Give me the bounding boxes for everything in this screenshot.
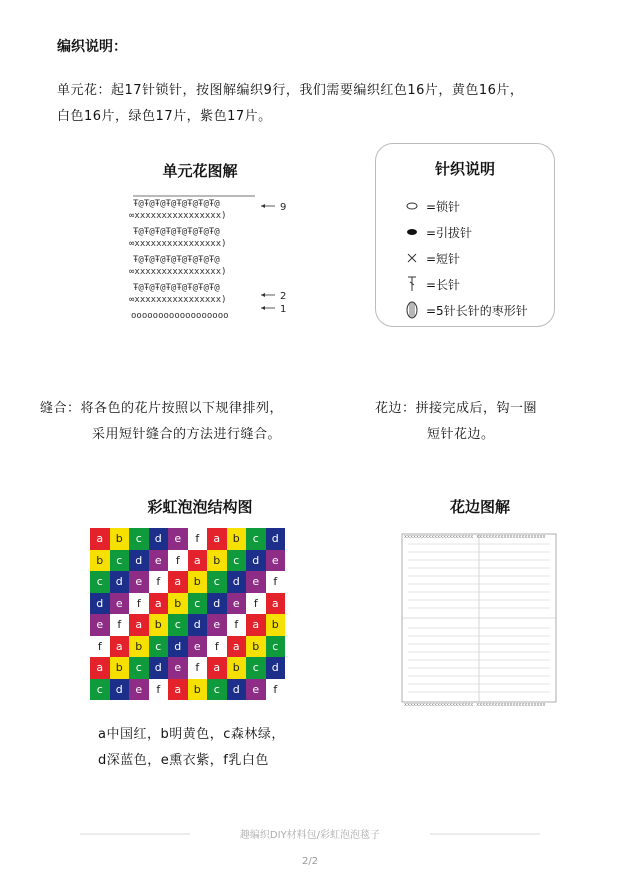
grid-cell: a (207, 528, 227, 550)
grid-cell: f (207, 636, 227, 658)
svg-text:Ŧ@Ŧ@Ŧ@Ŧ@Ŧ@Ŧ@Ŧ@Ŧ@: Ŧ@Ŧ@Ŧ@Ŧ@Ŧ@Ŧ@Ŧ@Ŧ@ (133, 227, 220, 237)
grid-cell: f (168, 550, 188, 572)
unit-chart-title: 单元花图解 (162, 162, 238, 180)
grid-cell: c (227, 550, 247, 572)
grid-cell: a (168, 679, 188, 701)
grid-cell: b (149, 614, 169, 636)
grid-cell: f (266, 571, 286, 593)
svg-text:∞xxxxxxxxxxxxxxxx): ∞xxxxxxxxxxxxxxxx) (129, 211, 227, 221)
svg-text:∞xxxxxxxxxxxxxxxx): ∞xxxxxxxxxxxxxxxx) (129, 267, 227, 277)
grid-cell: c (188, 593, 208, 615)
grid-cell: a (149, 593, 169, 615)
grid-cell: c (129, 657, 149, 679)
row-label-9: 9 (280, 202, 287, 213)
grid-cell: d (129, 550, 149, 572)
grid-cell: d (227, 679, 247, 701)
grid-cell: d (110, 679, 130, 701)
grid-cell: b (129, 636, 149, 658)
grid-cell: c (110, 550, 130, 572)
grid-cell: f (129, 593, 149, 615)
sewing-line-1: 缝合：将各色的花片按照以下规律排列， (40, 401, 284, 416)
grid-cell: d (227, 571, 247, 593)
border-line-1: 花边：拼接完成后，钩一圈 (375, 401, 538, 416)
page-heading: 编织说明： (57, 39, 127, 55)
intro-line-2: 白色16片，绿色17片，紫色17片。 (57, 109, 272, 124)
grid-cell: a (227, 636, 247, 658)
grid-cell: a (266, 593, 286, 615)
svg-text:∞xxxxxxxxxxxxxxxx): ∞xxxxxxxxxxxxxxxx) (129, 295, 227, 305)
grid-cell: d (149, 528, 169, 550)
grid-cell: b (246, 636, 266, 658)
svg-text:xxxxxxxxxxxxxxxxxxxxxxx xxxxx: xxxxxxxxxxxxxxxxxxxxxxx xxxxxxxxxxxxxxxxxxxxxxx (404, 534, 546, 540)
unit-flower-diagram (125, 192, 305, 327)
grid-cell: a (207, 657, 227, 679)
legend-item-double: =长针 (402, 271, 554, 297)
grid-cell: f (149, 571, 169, 593)
svg-text:∞xxxxxxxxxxxxxxxx): ∞xxxxxxxxxxxxxxxx) (129, 239, 227, 249)
grid-cell: d (110, 571, 130, 593)
grid-cell: b (168, 593, 188, 615)
grid-cell: b (266, 614, 286, 636)
grid-cell: c (149, 636, 169, 658)
single-crochet-icon (402, 253, 422, 263)
footer-text: 趣编织DIY材料包/彩虹泡泡毯子 (239, 830, 381, 841)
svg-text:oooooooooooooooooo: oooooooooooooooooo (131, 311, 229, 321)
grid-cell: a (90, 657, 110, 679)
row-label-2: 2 (280, 291, 287, 302)
grid-cell: e (168, 528, 188, 550)
grid-cell: c (207, 679, 227, 701)
grid-cell: f (188, 528, 208, 550)
grid-cell: f (149, 679, 169, 701)
grid-cell: e (266, 550, 286, 572)
legend-item-slip: =引拔针 (402, 219, 554, 245)
intro-paragraph (57, 78, 597, 130)
grid-cell: f (90, 636, 110, 658)
rainbow-structure-grid (90, 528, 285, 700)
grid-cell: a (129, 614, 149, 636)
grid-cell: b (227, 528, 247, 550)
color-caption-line-2: d深蓝色，e熏衣紫，f乳白色 (98, 753, 269, 768)
grid-cell: e (246, 571, 266, 593)
grid-cell: e (168, 657, 188, 679)
grid-cell: e (246, 679, 266, 701)
grid-cell: e (227, 593, 247, 615)
grid-cell: b (110, 657, 130, 679)
stitch-legend-box (375, 143, 555, 327)
chain-stitch-icon (402, 202, 422, 210)
grid-cell: c (246, 528, 266, 550)
grid-cell: d (266, 657, 286, 679)
grid-cell: a (110, 636, 130, 658)
grid-cell: e (207, 614, 227, 636)
grid-cell: b (110, 528, 130, 550)
structure-title: 彩虹泡泡结构图 (147, 498, 253, 516)
bobble-stitch-icon (402, 301, 422, 319)
color-caption-line-1: a中国红，b明黄色，c森林绿， (98, 727, 285, 742)
grid-cell: b (227, 657, 247, 679)
svg-text:xxxxxxxxxxxxxxxxxxxxxxx xxxxx: xxxxxxxxxxxxxxxxxxxxxxx xxxxxxxxxxxxxxxxxxxxxxx (404, 702, 546, 706)
grid-cell: f (227, 614, 247, 636)
row-label-1: 1 (280, 304, 287, 315)
grid-cell: b (90, 550, 110, 572)
grid-cell: e (129, 571, 149, 593)
legend-item-single: =短针 (402, 245, 554, 271)
grid-cell: d (168, 636, 188, 658)
grid-cell: d (246, 550, 266, 572)
border-line-2: 短针花边。 (427, 427, 495, 442)
edge-chart-title: 花边图解 (449, 498, 510, 516)
legend-item-bobble: =5针长针的枣形针 (402, 297, 554, 323)
grid-cell: c (207, 571, 227, 593)
grid-cell: f (188, 657, 208, 679)
grid-cell: d (207, 593, 227, 615)
grid-cell: d (188, 614, 208, 636)
svg-text:Ŧ@Ŧ@Ŧ@Ŧ@Ŧ@Ŧ@Ŧ@Ŧ@: Ŧ@Ŧ@Ŧ@Ŧ@Ŧ@Ŧ@Ŧ@Ŧ@ (133, 199, 220, 209)
grid-cell: e (129, 679, 149, 701)
sewing-line-2: 采用短针缝合的方法进行缝合。 (92, 427, 282, 442)
grid-cell: c (90, 571, 110, 593)
grid-cell: c (129, 528, 149, 550)
svg-text:Ŧ@Ŧ@Ŧ@Ŧ@Ŧ@Ŧ@Ŧ@Ŧ@: Ŧ@Ŧ@Ŧ@Ŧ@Ŧ@Ŧ@Ŧ@Ŧ@ (133, 283, 220, 293)
grid-cell: e (149, 550, 169, 572)
slip-stitch-icon (402, 228, 422, 236)
grid-cell: b (188, 571, 208, 593)
grid-cell: c (246, 657, 266, 679)
grid-cell: f (266, 679, 286, 701)
intro-line-1: 单元花：起17针锁针，按图解编织9行，我们需要编织红色16片，黄色16片， (57, 83, 524, 98)
grid-cell: e (188, 636, 208, 658)
grid-cell: b (207, 550, 227, 572)
svg-text:Ŧ@Ŧ@Ŧ@Ŧ@Ŧ@Ŧ@Ŧ@Ŧ@: Ŧ@Ŧ@Ŧ@Ŧ@Ŧ@Ŧ@Ŧ@Ŧ@ (133, 255, 220, 265)
grid-cell: e (110, 593, 130, 615)
grid-cell: e (90, 614, 110, 636)
grid-cell: c (168, 614, 188, 636)
grid-cell: a (188, 550, 208, 572)
grid-cell: a (246, 614, 266, 636)
grid-cell: b (188, 679, 208, 701)
grid-cell: c (266, 636, 286, 658)
grid-cell: f (110, 614, 130, 636)
grid-cell: f (246, 593, 266, 615)
legend-title: 针织说明 (434, 160, 495, 178)
grid-cell: d (90, 593, 110, 615)
grid-cell: a (90, 528, 110, 550)
double-crochet-icon (402, 276, 422, 292)
sewing-instructions (40, 396, 340, 448)
border-instructions (375, 396, 595, 448)
edge-diagram (398, 530, 560, 706)
grid-cell: d (266, 528, 286, 550)
legend-item-chain: =锁针 (402, 193, 554, 219)
page-number: 2/2 (301, 856, 319, 867)
grid-cell: d (149, 657, 169, 679)
color-caption (98, 722, 338, 774)
grid-cell: c (90, 679, 110, 701)
grid-cell: a (168, 571, 188, 593)
